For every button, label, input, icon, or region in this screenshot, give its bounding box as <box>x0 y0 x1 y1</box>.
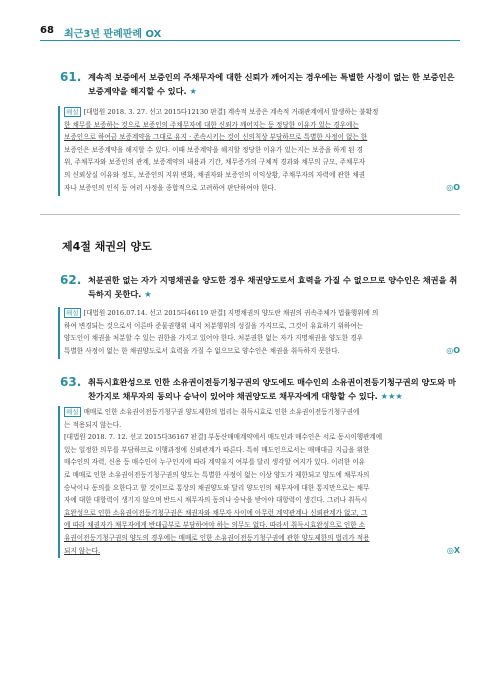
question-number: 62. <box>60 273 82 287</box>
explanation-tag: 해설 <box>66 309 79 317</box>
page-number: 68 <box>40 25 54 36</box>
header-title: 최근3년 판례판례 OX <box>64 29 162 40</box>
answer-61: 해설 [대법원 2018. 3. 27. 선고 2015다12130 판결] 계속적 보증은 계속적 거래관계에서 발생하는 불확정 한 채무를 보증하는 것으로 보증인의 주채무자에 대한 신뢰가 깨어지는 등 정당한 이유가 있는 경우에는 보증인으로 하여금 보증계약을 그대로 유지 · 존속시키는 것이 신의칙상 부당하므로 특별한 사정이 없는 한 보증인은 보증계약을 해지할 수 있다. 이때 보증계약을 해지할 정당한 이유가 있는지는 보증을 하게 된 경 위, 주채무자와 보증인의 관계, 보증계약의 내용과 기간, 채무증가의 구체적 경과와 채무의 규모, 주채무자 의 신뢰상실 이유와 정도, 보증인의 지위 변화, 채권자와 보증인의 이익상황, 주채무자의 자력에 관한 채권 자나 보증인의 인식 등 여러 사정을 종합적으로 고려하여 판단하여야 한다. <box>64 108 379 192</box>
divider <box>40 214 460 215</box>
header-divider <box>40 40 460 41</box>
question-63 <box>62 375 460 405</box>
answer-result: ◎O <box>446 183 460 192</box>
explanation-tag: 해설 <box>66 408 79 416</box>
section-title: 제4절 채권의 양도 <box>62 240 152 253</box>
answer-bar <box>58 307 60 359</box>
question-62 <box>62 273 460 303</box>
page-header <box>40 20 460 42</box>
answer-result: ◎X <box>446 546 460 555</box>
answer-bar <box>58 106 60 196</box>
question-61 <box>62 70 460 100</box>
star-rating: ★ <box>144 289 152 299</box>
answer-63: 해설 매매로 인한 소유권이전등기청구권 양도제한의 법리는 취득시효로 인한 소유권이전등기청구권에 는 적용되지 않는다. [대법원 2018. 7. 12. 선고 2015다36167 판결] 부동산매매계약에서 매도인과 매수인은 서로 동시이행관계에 있는 일정한 의무를 부담하므로 이행과정에 신뢰관계가 따른다. 특히 매도인으로서는 매매대금 지급을 위한 매수인의 자력, 신용 등 매수인이 누구인지에 따라 계약유지 여부를 달리 생각할 여지가 있다. 이러한 이유 로 매매로 인한 소유권이전등기청구권의 양도는 특별한 사정이 없는 이상 양도가 제한되고 양도에 채무자의 승낙이나 동의를 요한다고 할 것이므로 통상의 채권양도와 달리 양도인의 채무자에 대한 통지만으로는 채무 자에 대한 대항력이 생기지 않으며 반드시 채무자의 동의나 승낙을 받아야 대항력이 생긴다. 그러나 취득시 효완성으로 인한 소유권이전등기청구권은 채권자와 채무자 사이에 아무런 계약관계나 신뢰관계가 없고, 그 에 따라 채권자가 채무자에게 반대급부로 부담하여야 하는 의무도 없다. 따라서 취득시효완성으로 인한 소 유권이전등기청구권의 양도의 경우에는 매매로 인한 소유권이전등기청구권에 관한 양도제한의 법리가 적용 되지 않는다. <box>64 408 383 555</box>
explanation-tag: 해설 <box>66 108 79 116</box>
question-text: 계속적 보증에서 보증인의 주채무자에 대한 신뢰가 깨어지는 경우에는 특별한 사정이 없는 한 보증인은 보증계약을 해지할 수 있다. ★ <box>88 72 455 96</box>
question-number: 61. <box>60 70 82 84</box>
answer-bar <box>58 406 60 558</box>
answer-62: 해설 [대법원 2016.07.14. 선고 2015다46119 판결] 지명채권의 양도란 채권의 귀속주체가 법률행위에 의 하여 변경되는 것으로서 이른바 준물권행위 내지 처분행위의 성질을 가지므로, 그것이 유효하기 위하여는 양도인이 채권을 처분할 수 있는 권한을 가지고 있어야 한다. 처분권한 없는 자가 지명채권을 양도한 경우 특별한 사정이 없는 한 채권양도로서 효력을 가질 수 없으므로 양수인은 채권을 취득하지 못한다. <box>64 309 379 355</box>
star-rating: ★★★ <box>380 391 403 401</box>
star-rating: ★ <box>189 86 197 96</box>
question-text: 취득시효완성으로 인한 소유권이전등기청구권의 양도에도 매수인의 소유권이전등기청구권의 양도와 마찬가지로 채무자의 동의나 승낙이 있어야 채권양도로 채무자에게 대항할 수 있다. ★★★ <box>88 377 456 401</box>
answer-result: ◎O <box>446 346 460 355</box>
question-number: 63. <box>60 375 82 389</box>
question-text: 처분권한 없는 자가 지명채권을 양도한 경우 채권양도로서 효력을 가질 수 없으므로 양수인은 채권을 취득하지 못한다. ★ <box>88 275 458 299</box>
